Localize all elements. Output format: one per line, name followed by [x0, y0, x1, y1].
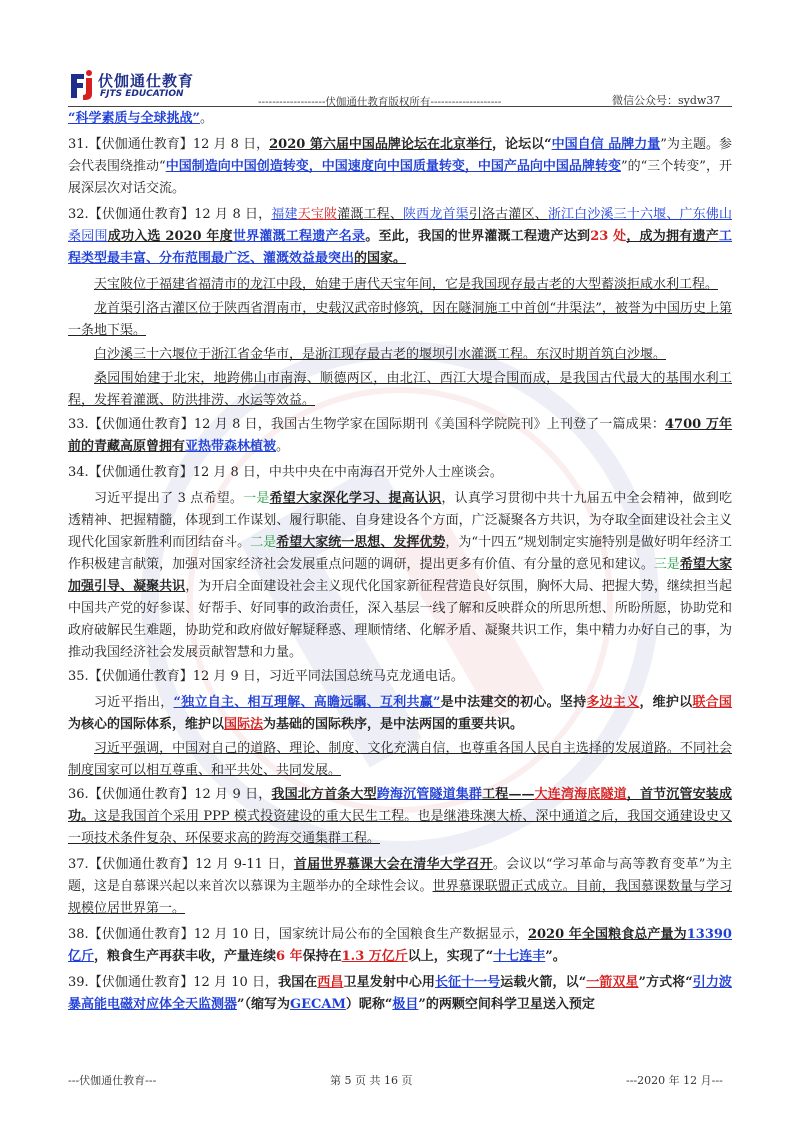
- item-source-tag: 【伏伽通仕教育】: [88, 417, 194, 432]
- previous-item-tail: “科学素质与全球挑战”。: [68, 111, 213, 126]
- footer-date: ---2020 年 12 月---: [626, 1074, 723, 1087]
- header-copyright: -------------------伏伽通仕教育版权所有--------------------: [258, 96, 502, 108]
- item-source-tag: 【伏伽通仕教育】: [88, 787, 195, 802]
- header-divider: [68, 106, 732, 107]
- news-item-35: 35.【伏伽通仕教育】12 月 9 日，习近平同法国总统马克龙通电话。: [68, 669, 464, 684]
- item-34-detail: 习近平提出了 3 点希望。一是希望大家深化学习、提高认识，认真学习贯彻中共十九届五中全会精神，做到吃透精神、把握精髓，体现到工作谋划、履行职能、自身建设各个方面，广泛凝聚各方共识，为夺取全面建设社会主义现代化国家新胜利而团结奋斗。二是希望大家统一思想、发挥优势，为“十四五”规划制定实施特别是做好明年经济工作积极建言献策，加强对国家经济社会发展重点问题的调研，提出更多有价值、有分量的意见和建议。三是希望大家加强引导、凝聚共识，为开启全面建设社会主义现代化国家新征程营造良好氛围，胸怀大局、把握大势，继续担当起中国共产党的好参谋、好帮手、好同事的政治责任，深入基层一线了解和反映群众的所思所想、所盼所愿，协助党和政府破解民生难题，协助党和政府做好解疑释惑、理顺情绪、化解矛盾、凝聚共识工作，集中精力办好自己的事，为推动我国经济社会发展贡献智慧和力量。: [68, 491, 732, 660]
- item-source-tag: 【伏伽通仕教育】: [88, 137, 193, 152]
- document-body: [68, 108, 732, 1020]
- item-32-detail-baishaxi: 白沙溪三十六堰位于浙江省金华市，是浙江现存最古老的堰坝引水灌溉工程。东汉时期首筑白沙堰。: [94, 347, 667, 362]
- item-35-detail-1: 习近平指出，“独立自主、相互理解、高瞻远瞩、互利共赢”是中法建交的初心。坚持多边主义，维护以联合国为核心的国际体系，维护以国际法为基础的国际秩序，是中法两国的重要共识。: [68, 695, 732, 732]
- item-35-detail-2: 习近平强调，中国对自己的道路、理论、制度、文化充满自信，也尊重各国人民自主选择的发展道路。不同社会制度国家可以相互尊重、和平共处、共同发展。: [68, 741, 732, 778]
- logo-mark-icon: [68, 68, 98, 102]
- item-32-detail-tianbaobei: 天宝陂位于福建省福清市的龙江中段，始建于唐代天宝年间，它是我国现存最古老的大型蓄淡拒咸水利工程。: [94, 277, 719, 292]
- item-source-tag: 【伏伽通仕教育】: [88, 857, 196, 872]
- brand-logo: [68, 68, 228, 104]
- news-item-32: 32.【伏伽通仕教育】12 月 8 日，福建天宝陂灌溉工程、陕西龙首渠引洛古灌区、浙江白沙溪三十六堰、广东佛山桑园围成功入选 2020 年度世界灌溉工程遗产名录。至此，我国的世界灌溉工程遗产达到23 处，成为拥有遗产工程类型最丰富、分布范围最广泛、灌溉效益最突出的国家。: [68, 207, 732, 266]
- item-source-tag: 【伏伽通仕教育】: [88, 465, 193, 480]
- item-32-detail-longshouqu: 龙首渠引洛古灌区位于陕西省渭南市，史载汉武帝时修筑，因在隧洞施工中首创“井渠法”，被誉为中国历史上第一条地下渠。: [68, 301, 732, 338]
- header-wechat-account: 微信公众号：sydw37: [612, 94, 721, 107]
- news-item-34: 34.【伏伽通仕教育】12 月 8 日，中共中央在中南海召开党外人士座谈会。: [68, 465, 503, 480]
- logo-chinese-name: 伏伽通仕教育: [98, 72, 195, 90]
- news-item-36: 36.【伏伽通仕教育】12 月 9 日，我国北方首条大型跨海沉管隧道集群工程——大连湾海底隧道，首节沉管安装成功。这是我国首个采用 PPP 模式投资建设的重大民生工程。也是继港珠澳大桥、深中通道之后，我国交通建设史又一项技术条件复杂、环保要求高的跨海交通集群工程。: [68, 787, 732, 846]
- item-source-tag: 【伏伽通仕教育】: [88, 975, 194, 990]
- logo-english-name: FJTS EDUCATION: [100, 89, 184, 99]
- news-item-33: 33.【伏伽通仕教育】12 月 8 日，我国古生物学家在国际期刊《美国科学院院刊》上刊登了一篇成果：4700 万年前的青藏高原曾拥有亚热带森林植被。: [68, 417, 732, 454]
- news-item-39: 39.【伏伽通仕教育】12 月 10 日，我国在西昌卫星发射中心用长征十一号运载火箭，以“一箭双星”方式将“引力波暴高能电磁对应体全天监测器”（缩写为GECAM）昵称“极目”的两颗空间科学卫星送入预定: [68, 975, 732, 1012]
- footer-page-number: 第 5 页 共 16 页: [330, 1074, 413, 1087]
- item-source-tag: 【伏伽通仕教育】: [88, 669, 193, 684]
- theme-quote: “科学素质与全球挑战”: [68, 111, 200, 126]
- item-source-tag: 【伏伽通仕教育】: [88, 207, 195, 222]
- item-32-detail-sangyuanwei: 桑园围始建于北宋，地跨佛山市南海、顺德两区，由北江、西江大堤合围而成，是我国古代最大的基围水利工程，发挥着灌溉、防洪排涝、水运等效益。: [68, 371, 732, 408]
- footer-brand: ---伏伽通仕教育---: [68, 1074, 157, 1087]
- item-source-tag: 【伏伽通仕教育】: [88, 927, 194, 942]
- news-item-31: 31.【伏伽通仕教育】12 月 8 日，2020 第六届中国品牌论坛在北京举行，论坛以“中国自信 品牌力量”为主题。参会代表围绕推动“中国制造向中国创造转变，中国速度向中国质量转变，中国产品向中国品牌转变”的“三个转变”，开展深层次对话交流。: [68, 137, 732, 196]
- news-item-38: 38.【伏伽通仕教育】12 月 10 日，国家统计局公布的全国粮食生产数据显示，2020 年全国粮食总产量为13390 亿斤，粮食生产再获丰收，产量连续6 年保持在1.3 万亿斤以上，实现了“十七连丰”。: [68, 927, 732, 964]
- news-item-37: 37.【伏伽通仕教育】12 月 9-11 日，首届世界慕课大会在清华大学召开。会议以“学习革命与高等教育变革”为主题，这是自慕课兴起以来首次以慕课为主题举办的全球性会议。世界慕课联盟正式成立。目前，我国慕课数量与学习规模位居世界第一。: [68, 857, 732, 916]
